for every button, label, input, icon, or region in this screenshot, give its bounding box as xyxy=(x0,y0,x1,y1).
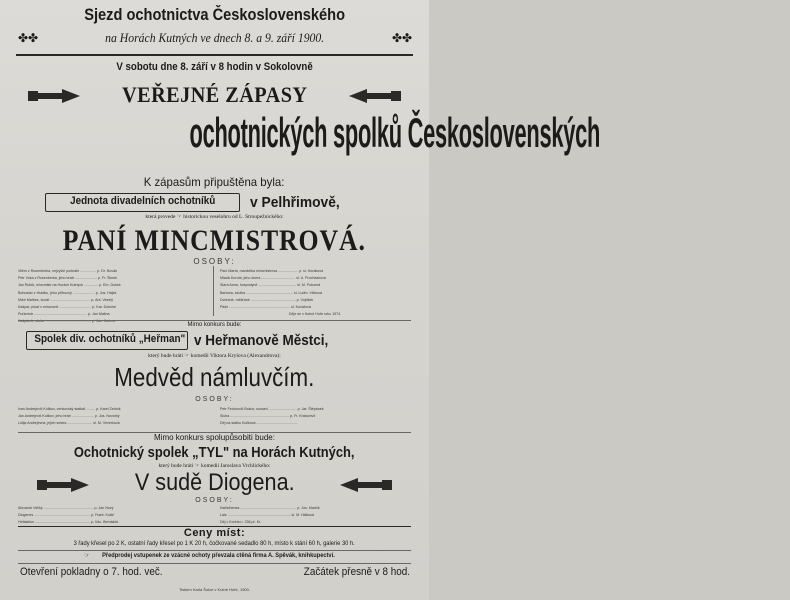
troupe3-cast-heading: OSOBY: xyxy=(195,497,234,504)
cast-row: Sluha ........................................................... p. Fr. Kratochvíl xyxy=(220,414,316,419)
troupe3-name: Ochotnický spolek „TYL" na Horách Kutných, xyxy=(74,444,355,461)
cast-row: Děj na statku Kulikova ......................................... xyxy=(220,421,298,426)
footer-box-office: Otevření pokladny o 7. hod. več. xyxy=(20,566,163,578)
title-ochotnickych-spolku: ochotnických spolků Československých xyxy=(189,109,601,156)
cast-row: Jan Rubík, mincmistr na Horách Kutných .............. p. Em. Dušek xyxy=(18,283,121,288)
cast-row: Alexandr Veliký .................................................. p. Jan Nový xyxy=(18,506,114,510)
header-line1: Sjezd ochotnictva Československého xyxy=(84,5,345,24)
presale-line: ☞ Předprodej vstupenek ze vzácné ochoty převzala ctěná firma A. Spěvák, knihkupectví. xyxy=(84,552,335,559)
troupe3-cast-left xyxy=(18,505,206,527)
cast-row: Mistr Mathes, kovář ........................................ p. Ant. Veselý xyxy=(18,297,114,302)
troupe1-cast-left xyxy=(18,268,206,326)
troupe2-play-title: Medvěd námluvčím. xyxy=(114,362,315,392)
cast-row: Děje se v Kutné Hoře roku 1574. xyxy=(288,312,342,317)
pointing-hand-small-icon: ☞ xyxy=(84,552,92,559)
header-rule xyxy=(16,54,413,56)
troupe1-cast-heading: OSOBY: xyxy=(193,257,236,266)
cast-divider xyxy=(213,266,214,316)
pointing-hand-left-icon xyxy=(335,476,395,494)
troupe2-name: Spolek div. ochotníků „Heřman" xyxy=(34,333,186,345)
troupe1-play-title: PANÍ MINCMISTROVÁ. xyxy=(62,224,367,257)
cast-row: Dvořané, měšťané ............................................. p. Vojtíšek xyxy=(220,297,314,302)
troupe1-perform-note: která provede ☞ historickou veselohru od L. Stroupežnického: xyxy=(145,214,284,220)
prices-heading: Ceny míst: xyxy=(183,527,246,539)
cast-row: Purkmistr ..................................................... p. Jan Malina xyxy=(18,312,110,317)
mimo-konkurs: Mimo konkurs bude: xyxy=(187,322,242,328)
cast-row: Ivan Andrejevič Kulikov, venkovský statkář ......... p. Karel Zedník xyxy=(18,407,121,411)
cast-row: Paní Marta, manželka mincmistrova .................... p. sl. Horáková xyxy=(220,269,324,273)
divider-5 xyxy=(18,563,411,564)
cast-row: Lidija Andrejevna, jejich sestra ......................... sl. M. Veverková xyxy=(18,421,120,426)
ornament-left-icon: ✤✤ xyxy=(18,31,39,45)
cast-row: Kašpárek, sluha .............................................. p. Vác. Kučera xyxy=(18,319,116,324)
troupe2-place: v Heřmanově Městci, xyxy=(194,332,329,349)
cast-row: Bohuslav z Hrádku, jeho příbuzný ...................... p. Jos. Hájek xyxy=(18,290,117,295)
cast-row: Kallisthenes ........................................................ p. Jos. Maršík xyxy=(220,506,320,510)
cast-row: Mladá Dorota, jeho dcera .................................. sl. A. Procházková xyxy=(220,276,326,281)
prices-line: 3 řady křesel po 2 K, ostatní řady křesel po 1 K 20 h, čočkované sedadlo 80 h, místo k stání 60 h, galerie 30 h. xyxy=(73,540,356,547)
footer-start-time: Začátek přesně v 8 hod. xyxy=(303,566,410,578)
troupe3-play-title: V sudě Diogena. xyxy=(134,469,295,496)
troupe2-cast-heading: OSOBY: xyxy=(195,396,234,403)
cast-row: Lais ............................................................... sl. M. Hálková xyxy=(220,513,315,518)
troupe1-place: v Pelhřimově, xyxy=(250,194,340,211)
cast-row: Petr Fedorovič Bokov, soused ............................ p. Jar. Štěpánek xyxy=(220,407,324,411)
cast-row: Petr Voka z Rosenberka, jeho bratr ...................... p. Fr. Šimek xyxy=(18,276,118,281)
divider-1 xyxy=(18,320,411,321)
troupe1-name: Jednota divadelních ochotníků xyxy=(69,195,216,207)
cast-row: Diogenes ........................................................ p. Frant. Kolář xyxy=(18,513,114,518)
troupe2-play-note: který bude hráti ☞ komedii Viktora Krylova (Alexandrova): xyxy=(148,353,281,359)
pointing-hand-left-icon xyxy=(345,87,403,105)
troupe3-play-note: který bude hráti ☞ komedii Jaroslava Vrchlického: xyxy=(158,463,271,469)
divider-4 xyxy=(18,550,411,551)
intro-text: V sobotu dne 8. září v 8 hodin v Sokolovně xyxy=(116,61,313,73)
cast-row: Hefaistion ....................................................... p. Vác. Bernášek xyxy=(18,520,119,525)
title-verejne-zapasy: VEŘEJNÉ ZÁPASY xyxy=(121,82,308,107)
header-line2: na Horách Kutných ve dnech 8. a 9. září 1900. xyxy=(104,30,325,45)
mimo-konkurs-2: Mimo konkurs spolupůsobiti bude: xyxy=(154,433,275,442)
admitted-text: K zápasům připuštěna byla: xyxy=(144,175,285,189)
troupe2-cast-right xyxy=(220,406,410,428)
troupe1-cast-right xyxy=(220,268,410,318)
ornament-right-icon: ✤✤ xyxy=(392,31,413,45)
cast-row: Vilém z Rosenberka, nejvyšší purkrabí ................ p. Dr. Novák xyxy=(18,269,117,273)
cast-row: Barbora, služka ............................................... sl. Ludm. Vlčková xyxy=(220,290,323,295)
troupe3-cast-right xyxy=(220,505,410,527)
troupe2-cast-left xyxy=(18,406,206,428)
cast-row: Jan Andrejevič Kulikov, jeho bratr ...................... p. Jos. Novotný xyxy=(18,414,120,419)
cast-row: Páže ............................................................. sl. Kovářová xyxy=(220,305,311,310)
cast-row: Stará Anna, hospodyně ...................................... sl. M. Pokorná xyxy=(220,283,321,288)
printer-note: Tiskem Karla Šolce v Kutné Hoře, 1900. xyxy=(179,587,250,592)
cast-row: Děj v Korintu r. 336 př. Kr. xyxy=(220,520,262,525)
cast-row: Kašpar, písař v mincovně ................................ p. Kar. Doležal xyxy=(18,305,116,310)
